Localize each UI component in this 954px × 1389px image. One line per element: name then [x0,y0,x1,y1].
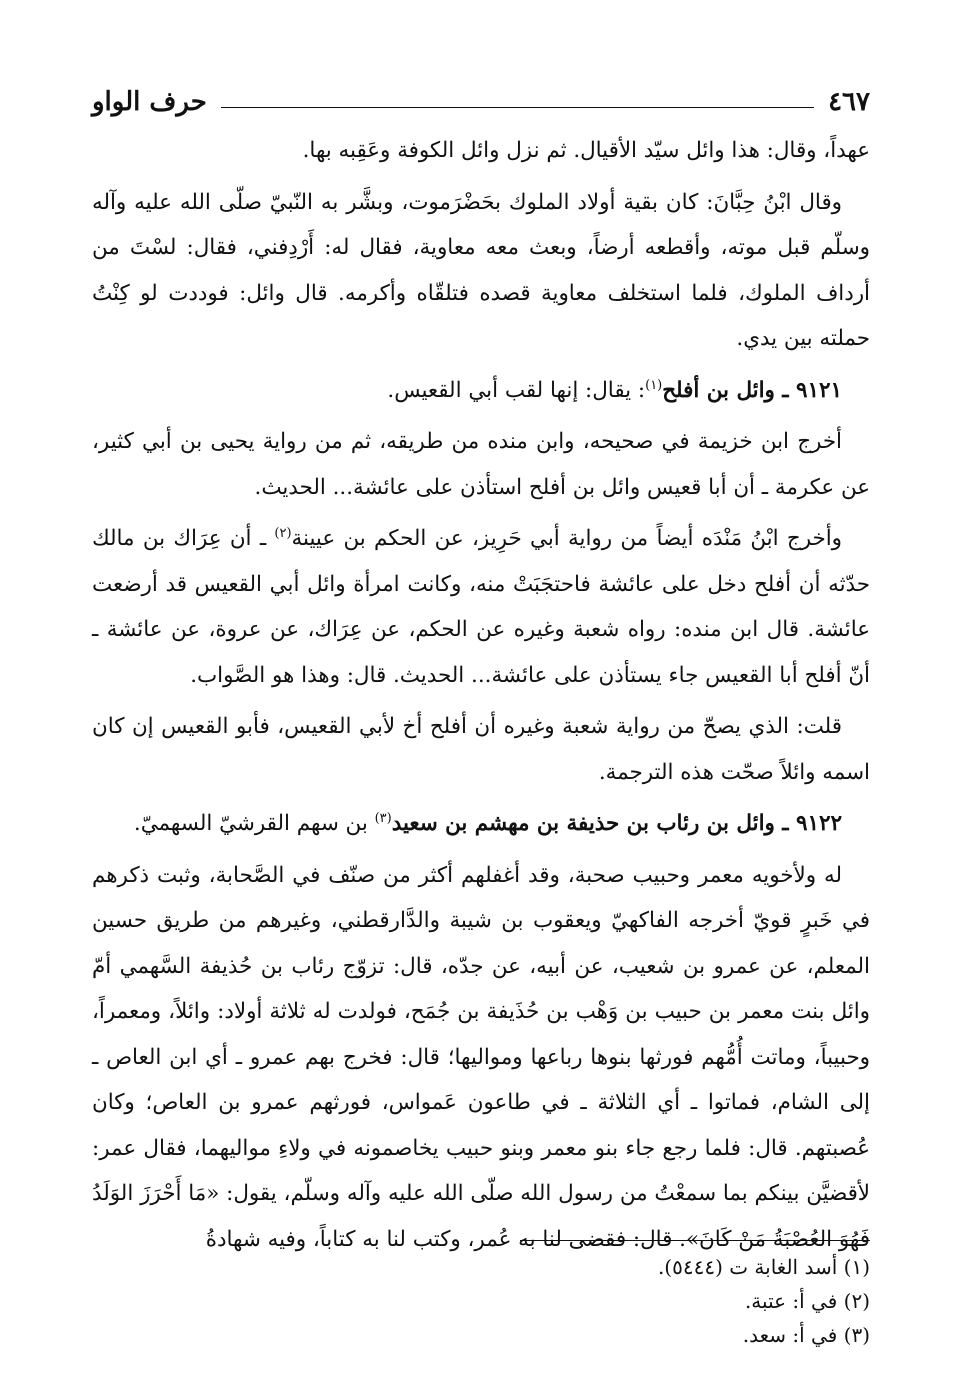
entry-paragraph: ٩١٢٢ ـ وائل بن رئاب بن حذيفة بن مهشم بن سعيد$^{(٣)}$ بن سهم القرشيّ السهميّ. [133,810,842,836]
paragraph: قلت: الذي يصحّ من رواية شعبة وغيره أن أفلح أخ لأبي القعيس، فأبو القعيس إن كان اسمه وائلاً صحّت هذه الترجمة. [92,714,870,785]
footnote: (٣) في أ: سعد. [742,1323,870,1347]
paragraph: وأخرج ابْنُ مَنْدَه أيضاً من رواية أبي حَرِيز، عن الحكم بن عيينة$^{(٢)}$ ـ أن عِرَاك بن مالك حدّثه أن أفلح دخل على عائشة فاحتجَبَتْ منه، وكانت امرأة وائل أبي القعيس قد أرضعت عائشة. قال ابن منده: رواه شعبة وغيره عن الحكم، عن عِرَاك، عن عروة، عن عائشة ـ أنّ أفلح أبا القعيس جاء يستأذن على عائشة... الحديث. قال: وهذا هو الصَّواب. [92,525,870,688]
footnote: (٢) في أ: عتبة. [744,1289,870,1313]
footnote: (١) أسد الغابة ت (٥٤٤٤). [657,1255,870,1279]
paragraph: وقال ابْنُ حِبَّانَ: كان بقية أولاد الملوك بحَضْرَموت، وبشَّر به النّبيّ صلّى الله عليه وآله وسلّم قبل موته، وأقطعه أرضاً، وبعث معه معاوية، فقال له: أَرْدِفني، فقال: لسْتَ من أرداف الملوك، فلما استخلف معاوية قصده فتلقّاه وأكرمه. قال وائل: فوددت لو كِنْتُ حملته بين يدي. [92,189,870,351]
page-header [92,84,870,120]
paragraph: عهداً، وقال: هذا وائل سيّد الأقيال. ثم نزل وائل الكوفة وعَقِبه بها. [302,138,870,163]
footnote-ref: (١) [645,377,663,393]
footnote-rule [520,1240,870,1241]
footnote-ref: (٣) [374,810,392,826]
running-title: حرف الواو [92,87,207,117]
footnotes [92,1250,870,1352]
paragraph: أخرج ابن خزيمة في صحيحه، وابن منده من طريقه، ثم من رواية يحيى بن أبي كثير، عن عكرمة ـ أن أبا قعيس وائل بن أفلح استأذن على عائشة... الحديث. [92,429,870,500]
page-number: ٤٦٧ [828,87,870,117]
entry-heading: ٩١٢٢ ـ وائل بن رئاب بن حذيفة بن مهشم بن سعيد [391,811,842,836]
footnote-ref: (٢) [274,525,292,541]
paragraph: له ولأخويه معمر وحبيب صحبة، وقد أغفلهم أكثر من صنّف في الصَّحابة، وثبت ذكرهم في خَبرٍ قويّ أخرجه الفاكهيّ ويعقوب بن شيبة والدَّارقطني، وغيرهم من طريق حسين المعلم، عن عمرو بن شعيب، عن أبيه، عن جدّه، قال: تزوّج رئاب بن حُذيفة السَّهمي أمّ وائل بنت معمر بن حبيب بن وَهْب بن حُذَيفة بن جُمَح، فولدت له ثلاثة أولاد: وائلاً، ومعمراً، وحبيباً، وماتت أُمُّهم فورثها بنوها رباعها ومواليها؛ قال: فخرج بهم عمرو ـ أي ابن العاص ـ إلى الشام، فماتوا ـ أي الثلاثة ـ في طاعون عَمواس، فورثهم عمرو بن العاص؛ وكان عُصبتهم. قال: فلما رجع جاء بنو معمر وبنو حبيب يخاصمونه في ولاءِ مواليهما، فقال عمر: لأقضيَّن بينكم بما سمعْتُ من رسول الله صلّى الله عليه وآله وسلّم، يقول: «مَا أَحْرَزَ الوَلَدُ فَهُوَ العُصْبَةُ مَنْ كَانَ». قال: فقضى لنا به عُمر، وكتب لنا به كتاباً، وفيه شهادةُ [92,862,870,1252]
entry-heading: ٩١٢١ ـ وائل بن أفلح [662,377,842,403]
header-rule [221,107,814,108]
entry-paragraph: ٩١٢١ ـ وائل بن أفلح$^{(١)}$: يقال: إنها لقب أبي القعيس. [387,377,842,403]
main-text [92,128,870,1262]
